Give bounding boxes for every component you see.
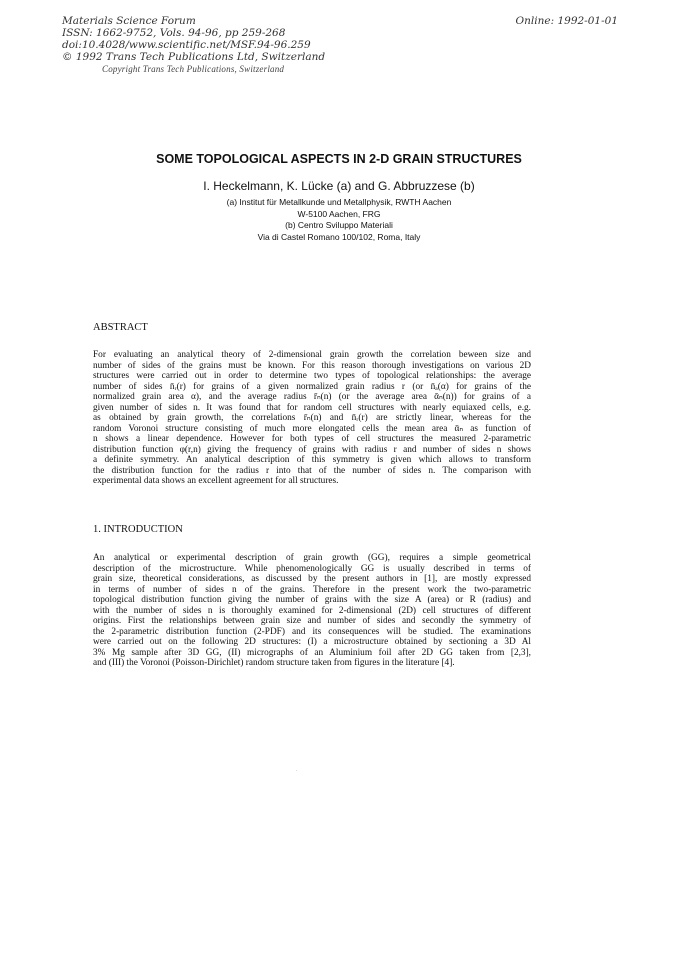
text-line: n shows a linear dependence. However for both types of cell structures the measured 2-parametric: [93, 434, 531, 444]
introduction-heading: 1. INTRODUCTION: [93, 524, 183, 535]
affiliation-line: (b) Centro Sviluppo Materiali: [285, 220, 393, 230]
text-line: given number of sides n. It was found that for random cell structures with nearly equiaxed cells, e.g.: [93, 402, 531, 413]
text-line: For evaluating an analytical theory of 2-dimensional grain growth the correlation beween size and: [93, 350, 531, 360]
text-line: 3% Mg sample after 3D GG, (II) micrographs of an Aluminium foil after 2D GG taken from [2,3],: [93, 647, 531, 658]
author-list: I. Heckelmann, K. Lücke (a) and G. Abbruzzese (b): [203, 179, 475, 193]
text-line: topological distribution function giving the number of grains with the size A (area) or R (radius) and: [93, 595, 531, 605]
abstract-heading: ABSTRACT: [93, 322, 148, 333]
text-line: normalized grain area α), and the average radius r̄ₙ(n) (or the average area ᾱₙ(n)) for grains of a: [93, 392, 531, 402]
text-line: the distribution function for the radius r into that of the number of sides n. The comparison with: [93, 465, 531, 476]
text-line: experimental data shows an excellent agreement for all structures.: [93, 476, 339, 486]
text-line: were carried out on the following 2D structures: (I) a microstructure obtained by sectioning a 3D Al: [93, 637, 531, 647]
scan-speck: [296, 770, 297, 771]
text-line: grain size, theoretical considerations, as discussed by the present authors in [1], are mostly expressed: [93, 574, 531, 584]
abstract-body: [93, 350, 531, 487]
text-line: structures were carried out in order to determine two types of topological relationships: the average: [93, 371, 531, 381]
text-line: and (III) the Voronoi (Poisson-Dirichlet) random structure taken from figures in the literature [4].: [93, 658, 455, 668]
journal-name: Materials Science Forum: [62, 15, 196, 27]
text-line: distribution function φ(r,n) giving the frequency of grains with radius r and number of sides n shows: [93, 444, 531, 455]
affiliation-line: (a) Institut für Metallkunde und Metallphysik, RWTH Aachen: [226, 197, 452, 207]
text-line: the 2-parametric distribution function (2-PDF) and its consequences will be studied. The examinations: [93, 626, 531, 637]
text-line: number of sides of the grains must be known. For this reason thorough investigations on various 2D: [93, 360, 531, 371]
text-line: origins. First the relationships between grain size and number of sides and secondly the symmetry of: [93, 616, 531, 626]
text-line: random Voronoi structure consisting of much more elongated cells the mean area ᾱₙ as function of: [93, 423, 531, 434]
text-line: as obtained by grain growth, the correlations r̄ₙ(n) and n̄ᵣ(r) are strictly linear, whereas for the: [93, 413, 531, 423]
text-line: An analytical or experimental description of grain growth (GG), requires a simple geometrical: [93, 553, 531, 563]
online-date: Online: 1992-01-01: [515, 15, 618, 27]
introduction-body: [93, 553, 531, 669]
text-line: number of sides n̄ᵣ(r) for grains of a given normalized grain radius r (or n̄ₐ(α) for grains of the: [93, 381, 531, 392]
text-line: description of the microstructure. While phenomenologically GG is usually described in terms of: [93, 563, 531, 574]
affiliation-line: W-5100 Aachen, FRG: [297, 208, 381, 219]
paper-title: SOME TOPOLOGICAL ASPECTS IN 2-D GRAIN STRUCTURES: [156, 152, 522, 166]
publication-header: [62, 15, 325, 75]
affiliation-line: Via di Castel Romano 100/102, Roma, Italy: [257, 231, 421, 242]
text-line: a definite symmetry. An analytical description of this symmetry is given which allows to transform: [93, 455, 531, 465]
affiliations: [0, 197, 678, 243]
doi-line[interactable]: doi:10.4028/www.scientific.net/MSF.94-96.259: [62, 39, 311, 51]
text-line: in terms of number of sides n of the grains. Therefore in the present work the two-parametric: [93, 584, 531, 595]
scanned-copyright-line: Copyright Trans Tech Publications, Switzerland: [102, 64, 285, 74]
text-line: with the number of sides n is thoroughly examined for 2-dimensional (2D) cell structures of different: [93, 605, 531, 616]
copyright-line: © 1992 Trans Tech Publications Ltd, Switzerland: [62, 51, 326, 63]
issn-line: ISSN: 1662-9752, Vols. 94-96, pp 259-268: [62, 27, 286, 39]
